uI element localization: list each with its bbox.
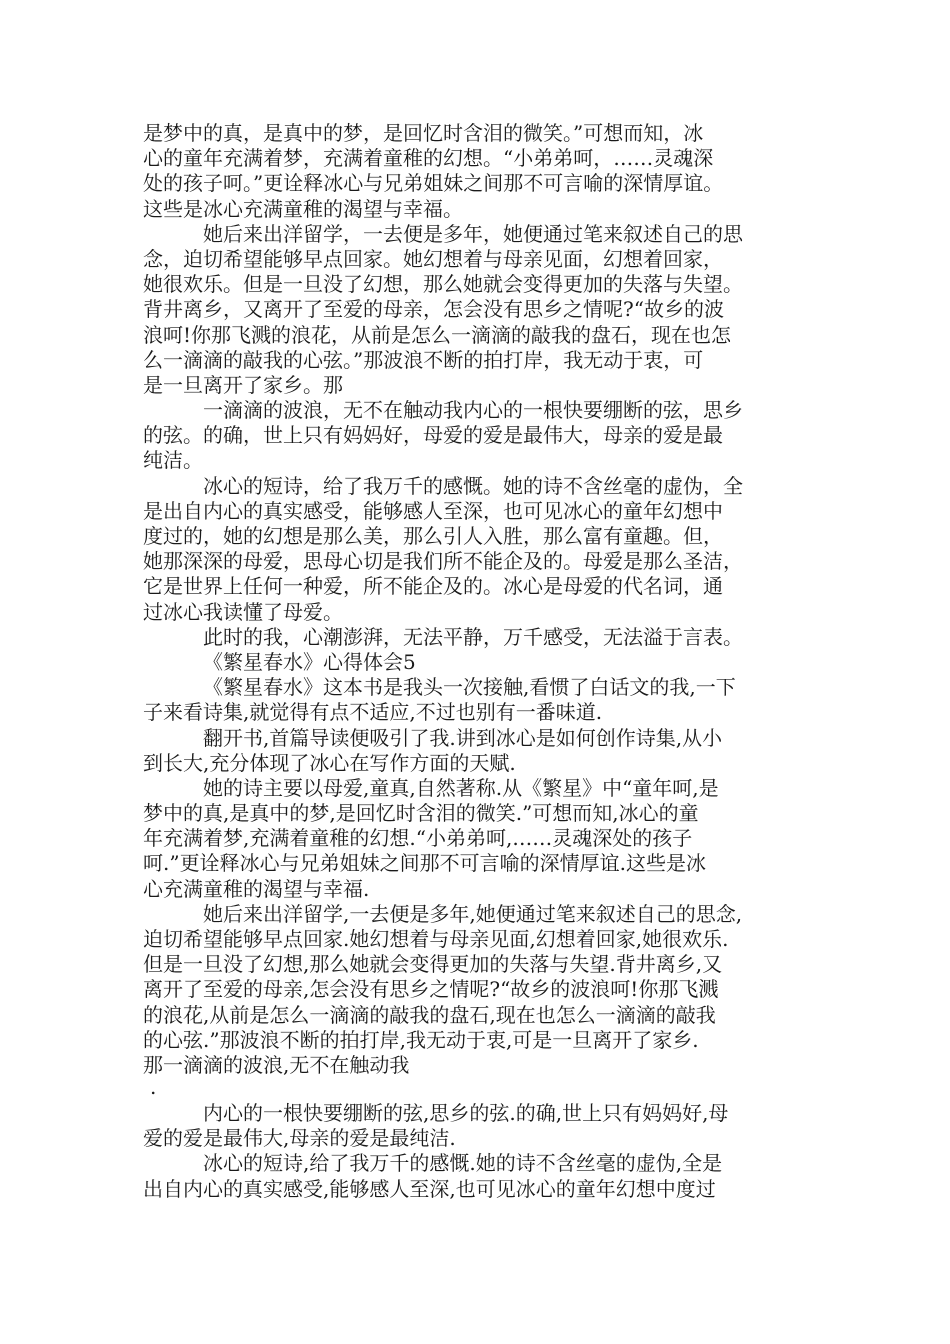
text-line: 是梦中的真，是真中的梦，是回忆时含泪的微笑。”可想而知，冰 [143, 121, 704, 145]
text-line: 纯洁。 [143, 448, 203, 473]
text-block-upper [143, 121, 813, 1078]
text-line: 爱的爱是最伟大,母亲的爱是最纯洁. [143, 1126, 456, 1151]
text-line: 度过的，她的幻想是那么美，那么引人入胜，那么富有童趣。但， [143, 524, 723, 548]
text-line: 此时的我，心潮澎湃，无法平静，万千感受，无法溢于言表。 [203, 624, 743, 649]
text-block-lower [143, 1101, 813, 1202]
text-line: 过冰心我读懂了母爱。 [143, 599, 343, 624]
text-line: 的浪花,从前是怎么一滴滴的敲我的盘石,现在也怎么一滴滴的敲我 [143, 1002, 716, 1027]
text-line: 这些是冰心充满童稚的渴望与幸福。 [143, 196, 463, 221]
text-line: 离开了至爱的母亲,怎会没有思乡之情呢?“故乡的波浪呵!你那飞溅 [143, 977, 719, 1002]
text-line: 她那深深的母爱，思母心切是我们所不能企及的。母爱是那么圣洁， [143, 549, 743, 574]
text-line: 《繁星春水》心得体会5 [203, 649, 416, 674]
text-line: 她的诗主要以母爱,童真,自然著称.从《繁星》中“童年呵,是 [203, 775, 719, 800]
text-line: 迫切希望能够早点回家.她幻想着与母亲见面,幻想着回家,她很欢乐. [143, 927, 729, 951]
text-line: 么一滴滴的敲我的心弦。”那波浪不断的拍打岸，我无动于衷，可 [143, 347, 704, 372]
text-line: 心充满童稚的渴望与幸福. [143, 876, 370, 901]
text-line: 年充满着梦,充满着童稚的幻想.“小弟弟呵,……灵魂深处的孩子 [143, 826, 693, 851]
text-line: 她后来出洋留学，一去便是多年，她便通过笔来叙述自己的思 [203, 221, 743, 246]
text-line: 出自内心的真实感受,能够感人至深,也可见冰心的童年幻想中度过 [143, 1176, 716, 1201]
text-line: 内心的一根快要绷断的弦,思乡的弦.的确,世上只有妈妈好,母 [203, 1101, 729, 1125]
text-line: 浪呵!你那飞溅的浪花，从前是怎么一滴滴的敲我的盘石，现在也怎 [143, 322, 732, 347]
text-line: 那一滴滴的波浪,无不在触动我 [143, 1052, 410, 1077]
text-line: 一滴滴的波浪，无不在触动我内心的一根快要绷断的弦，思乡 [203, 398, 743, 423]
text-line: 的弦。的确，世上只有妈妈好，母爱的爱是最伟大，母亲的爱是最 [143, 423, 723, 448]
text-line: 她后来出洋留学,一去便是多年,她便通过笔来叙述自己的思念, [203, 901, 743, 926]
text-line: 背井离乡，又离开了至爱的母亲，怎会没有思乡之情呢?“故乡的波 [143, 297, 724, 322]
text-line: 她很欢乐。但是一旦没了幻想，那么她就会变得更加的失落与失望。 [143, 272, 743, 297]
text-line: 的心弦.”那波浪不断的拍打岸,我无动于衷,可是一旦离开了家乡. [143, 1027, 699, 1052]
text-line: 《繁星春水》这本书是我头一次接触,看惯了白话文的我,一下 [203, 675, 736, 700]
text-line: 是出自内心的真实感受，能够感人至深，也可见冰心的童年幻想中 [143, 498, 723, 523]
text-line: 到长大,充分体现了冰心在写作方面的天赋. [143, 750, 516, 775]
text-line: 呵.”更诠释冰心与兄弟姐妹之间那不可言喻的深情厚谊.这些是冰 [143, 851, 706, 876]
text-line: 但是一旦没了幻想,那么她就会变得更加的失落与失望.背井离乡,又 [143, 952, 723, 977]
text-line: 念，迫切希望能够早点回家。她幻想着与母亲见面，幻想着回家， [143, 246, 723, 271]
text-line: 心的童年充满着梦，充满着童稚的幻想。“小弟弟呵，……灵魂深 [143, 146, 714, 171]
text-line: 梦中的真,是真中的梦,是回忆时含泪的微笑.”可想而知,冰心的童 [143, 801, 699, 826]
text-line: 冰心的短诗,给了我万千的感慨.她的诗不含丝毫的虚伪,全是 [203, 1151, 723, 1176]
text-line: 子来看诗集,就觉得有点不适应,不过也别有一番味道. [143, 700, 603, 725]
separator-mark: . [150, 1075, 157, 1099]
text-line: 处的孩子呵。”更诠释冰心与兄弟姐妹之间那不可言喻的深情厚谊。 [143, 171, 724, 196]
text-line: 是一旦离开了家乡。那 [143, 372, 343, 397]
text-line: 翻开书,首篇导读便吸引了我.讲到冰心是如何创作诗集,从小 [203, 725, 723, 750]
text-line: 它是世界上任何一种爱，所不能企及的。冰心是母爱的代名词，通 [143, 574, 723, 599]
text-line: 冰心的短诗，给了我万千的感慨。她的诗不含丝毫的虚伪，全 [203, 473, 743, 498]
